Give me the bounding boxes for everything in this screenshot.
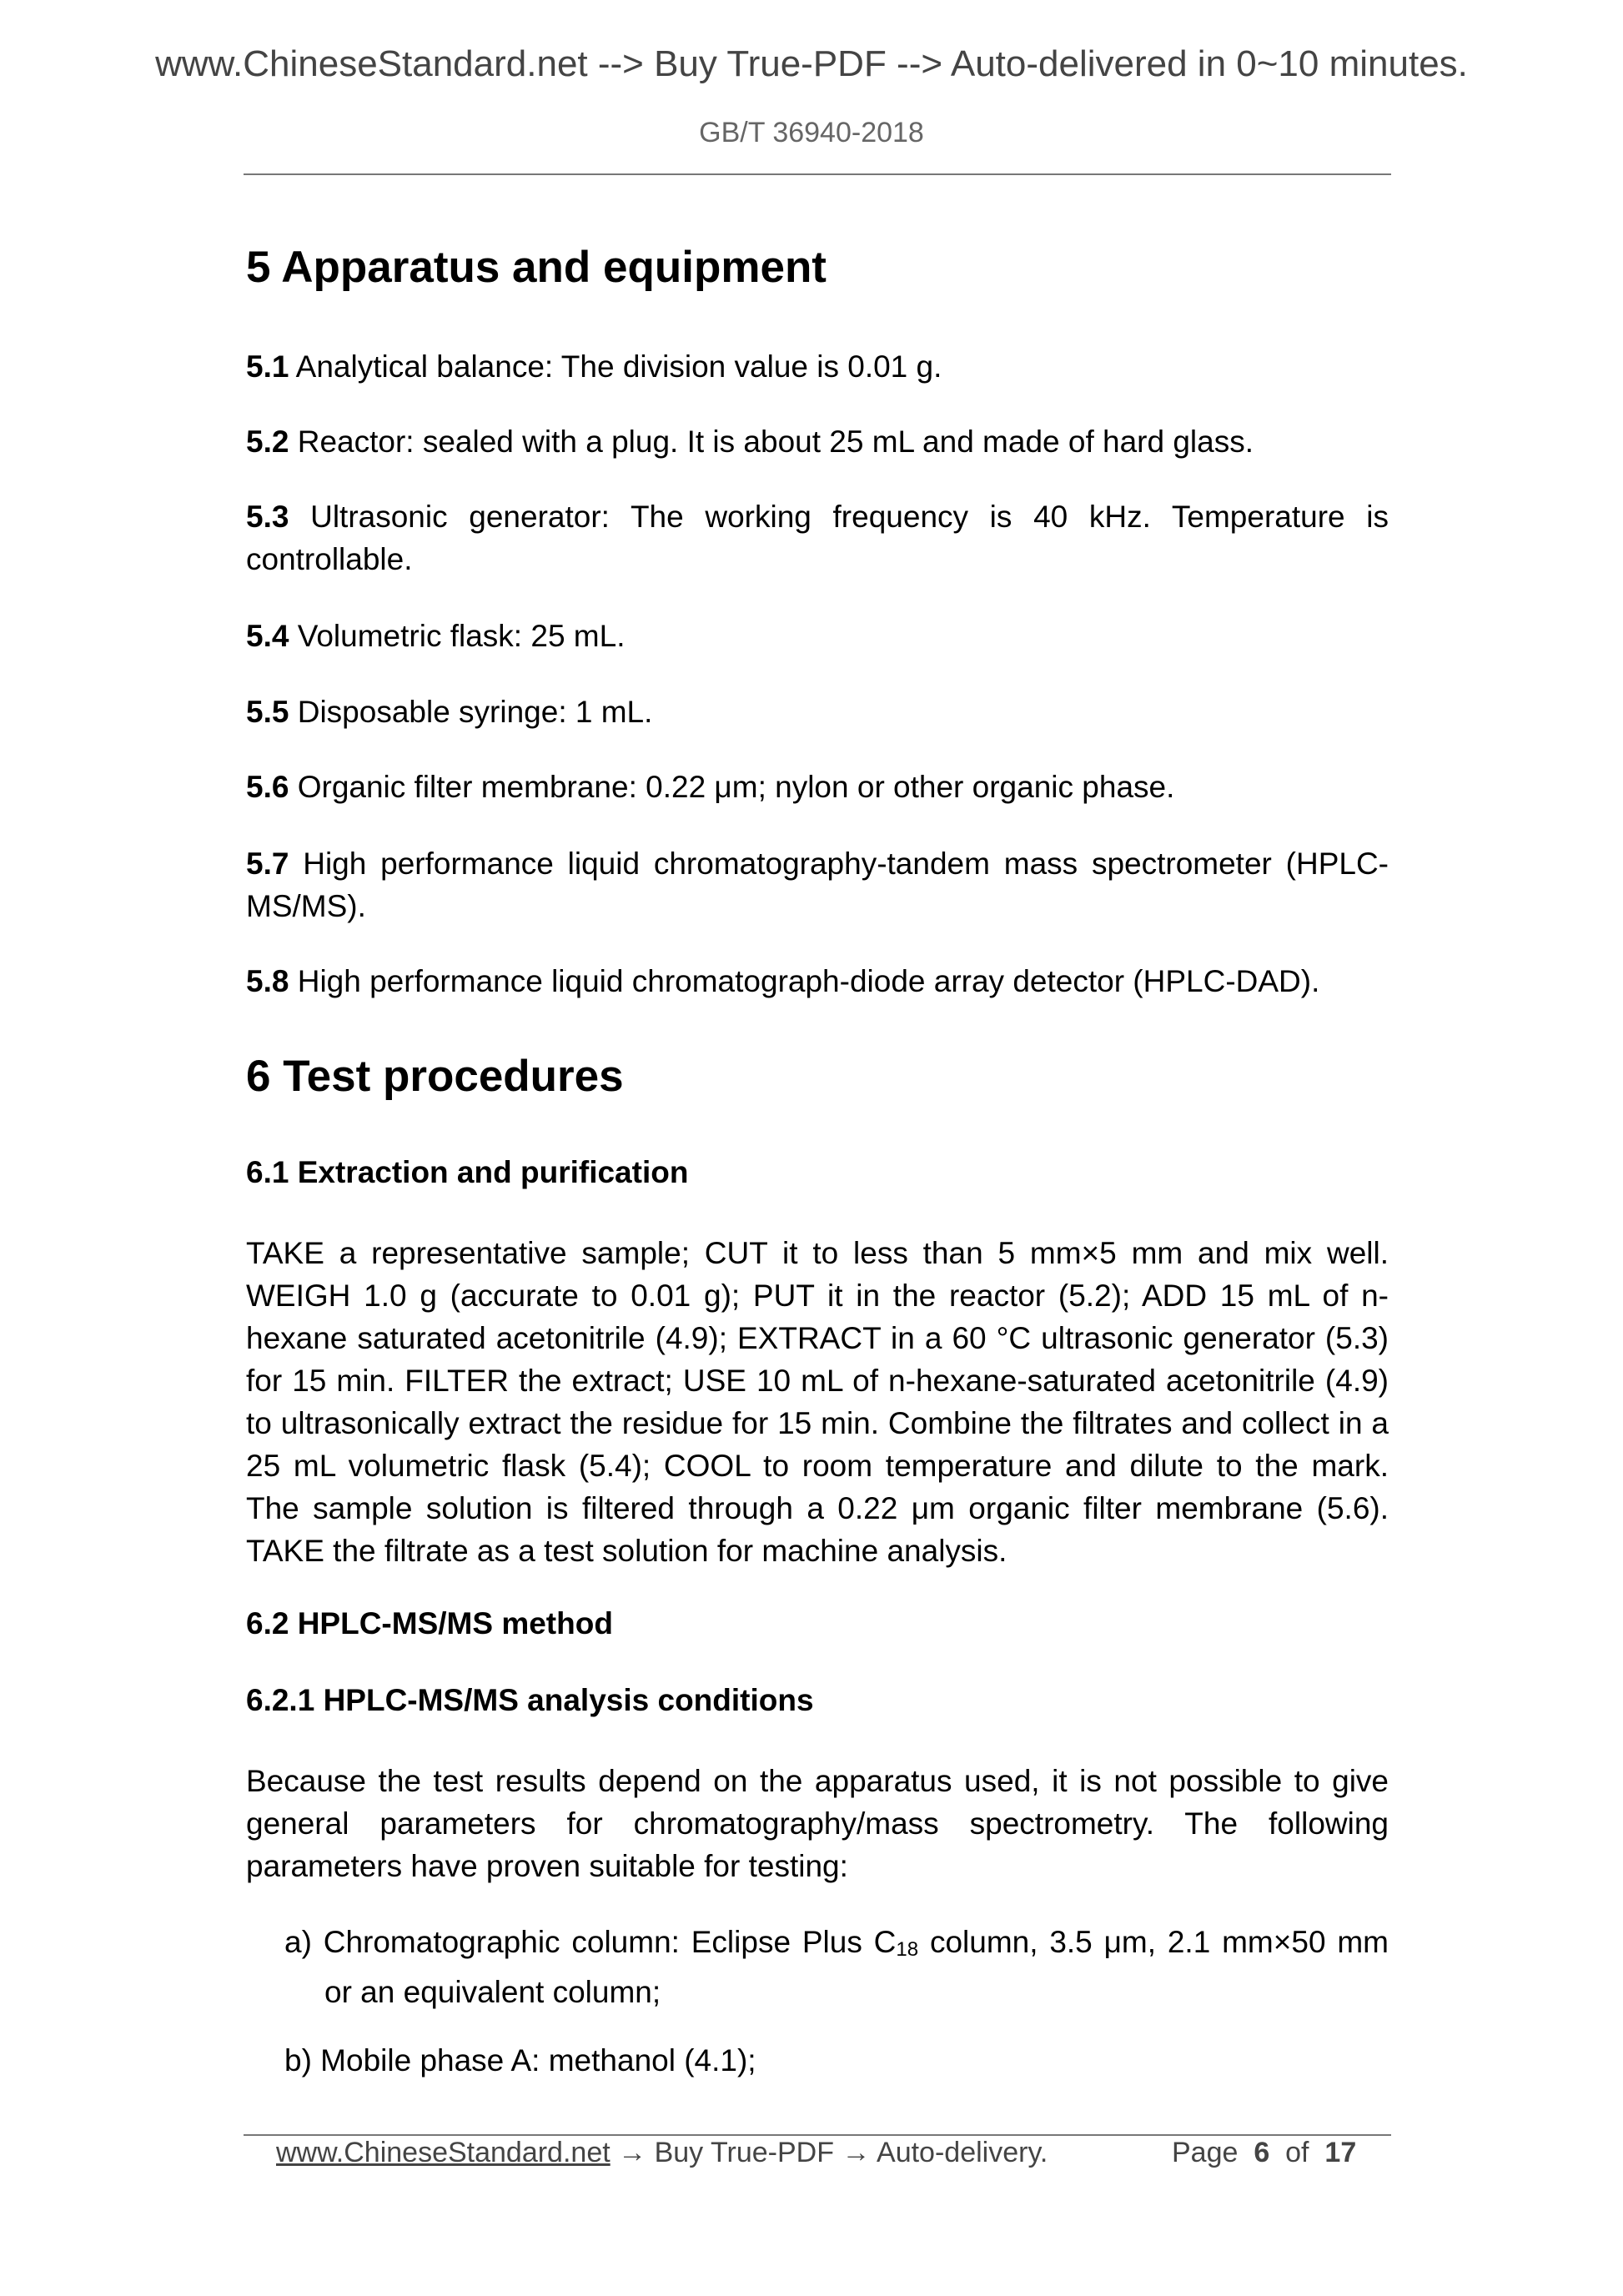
- item-5-6: [246, 766, 1389, 808]
- item-text: Analytical balance: The division value is 0.01 g.: [289, 349, 942, 384]
- item-5-5: [246, 691, 1389, 733]
- item-number: 5.3: [246, 500, 289, 534]
- item-5-1: [246, 345, 1389, 388]
- item-5-2: [246, 420, 1389, 463]
- item-text: High performance liquid chromatography-tandem mass spectrometer (HPLC-MS/MS).: [246, 847, 1389, 923]
- page-label: Page: [1172, 2137, 1239, 2168]
- section-6-2-heading: 6.2 HPLC-MS/MS method: [246, 1606, 613, 1640]
- item-text: Disposable syringe: 1 mL.: [289, 695, 653, 729]
- footer-text: [276, 2137, 1048, 2169]
- section-6-2-1-heading: 6.2.1 HPLC-MS/MS analysis conditions: [246, 1683, 814, 1717]
- item-5-8: [246, 960, 1389, 1002]
- header-divider: [244, 173, 1391, 175]
- item-text: High performance liquid chromatograph-diode array detector (HPLC-DAD).: [289, 964, 1320, 998]
- of-label: of: [1285, 2137, 1309, 2168]
- item-number: 5.5: [246, 695, 289, 729]
- item-text: Volumetric flask: 25 mL.: [289, 619, 626, 653]
- list-item-b: b) Mobile phase A: methanol (4.1);: [284, 2043, 756, 2077]
- item-text: Ultrasonic generator: The working frequency is 40 kHz. Temperature is controllable.: [246, 500, 1389, 576]
- header-banner: www.ChineseStandard.net --> Buy True-PDF --> Auto-delivered in 0~10 minutes.: [155, 43, 1468, 84]
- footer-delivery: Auto-delivery.: [877, 2137, 1048, 2168]
- item-number: 5.8: [246, 964, 289, 998]
- section-6-heading: 6 Test procedures: [246, 1052, 624, 1101]
- footer-divider: [244, 2134, 1391, 2136]
- footer-buy: Buy True-PDF: [654, 2137, 834, 2168]
- arrow-icon: →: [842, 2137, 871, 2168]
- item-5-3: [246, 495, 1389, 580]
- item-text: Reactor: sealed with a plug. It is about 25 mL and made of hard glass.: [289, 425, 1254, 459]
- standard-number: GB/T 36940-2018: [699, 117, 924, 148]
- section-6-2-1-paragraph: Because the test results depend on the apparatus used, it is not possible to give general parameters for chromatography/mass spectrometry. The following parameters have proven suitable for testing:: [246, 1764, 1389, 1883]
- total-pages: 17: [1324, 2137, 1357, 2168]
- list-item-a: [284, 1921, 1389, 2013]
- page-number: [1172, 2137, 1356, 2169]
- item-number: 5.1: [246, 349, 289, 384]
- footer-link[interactable]: www.ChineseStandard.net: [276, 2137, 611, 2168]
- item-5-4: [246, 615, 1389, 657]
- item-number: 5.6: [246, 770, 289, 804]
- current-page: 6: [1254, 2137, 1270, 2168]
- item-number: 5.2: [246, 425, 289, 459]
- list-item-text: a) Chromatographic column: Eclipse Plus C: [284, 1925, 897, 1959]
- section-5-heading: 5 Apparatus and equipment: [246, 243, 827, 292]
- section-6-1-heading: 6.1 Extraction and purification: [246, 1155, 689, 1189]
- item-number: 5.7: [246, 847, 289, 881]
- item-5-7: [246, 842, 1389, 927]
- subscript: 18: [896, 1938, 919, 1961]
- item-text: Organic filter membrane: 0.22 μm; nylon or other organic phase.: [289, 770, 1175, 804]
- arrow-icon: →: [618, 2137, 647, 2168]
- item-number: 5.4: [246, 619, 289, 653]
- list-item-text: column, 3.5 μm, 2.1 mm×50 mm or an equivalent column;: [324, 1925, 1389, 2009]
- section-6-1-paragraph: TAKE a representative sample; CUT it to less than 5 mm×5 mm and mix well. WEIGH 1.0 g (accurate to 0.01 g); PUT it in the reactor (5.2); ADD 15 mL of n-hexane saturated acetonitrile (4.9); EXTRACT in a 60 °C ultrasonic generator (5.3) for 15 min. FILTER the extract; USE 10 mL of n-hexane-saturated acetonitrile (4.9) to ultrasonically extract the residue for 15 min. Combine the filtrates and collect in a 25 mL volumetric flask (5.4); COOL to room temperature and dilute to the mark. The sample solution is filtered through a 0.22 μm organic filter membrane (5.6). TAKE the filtrate as a test solution for machine analysis.: [246, 1236, 1389, 1568]
